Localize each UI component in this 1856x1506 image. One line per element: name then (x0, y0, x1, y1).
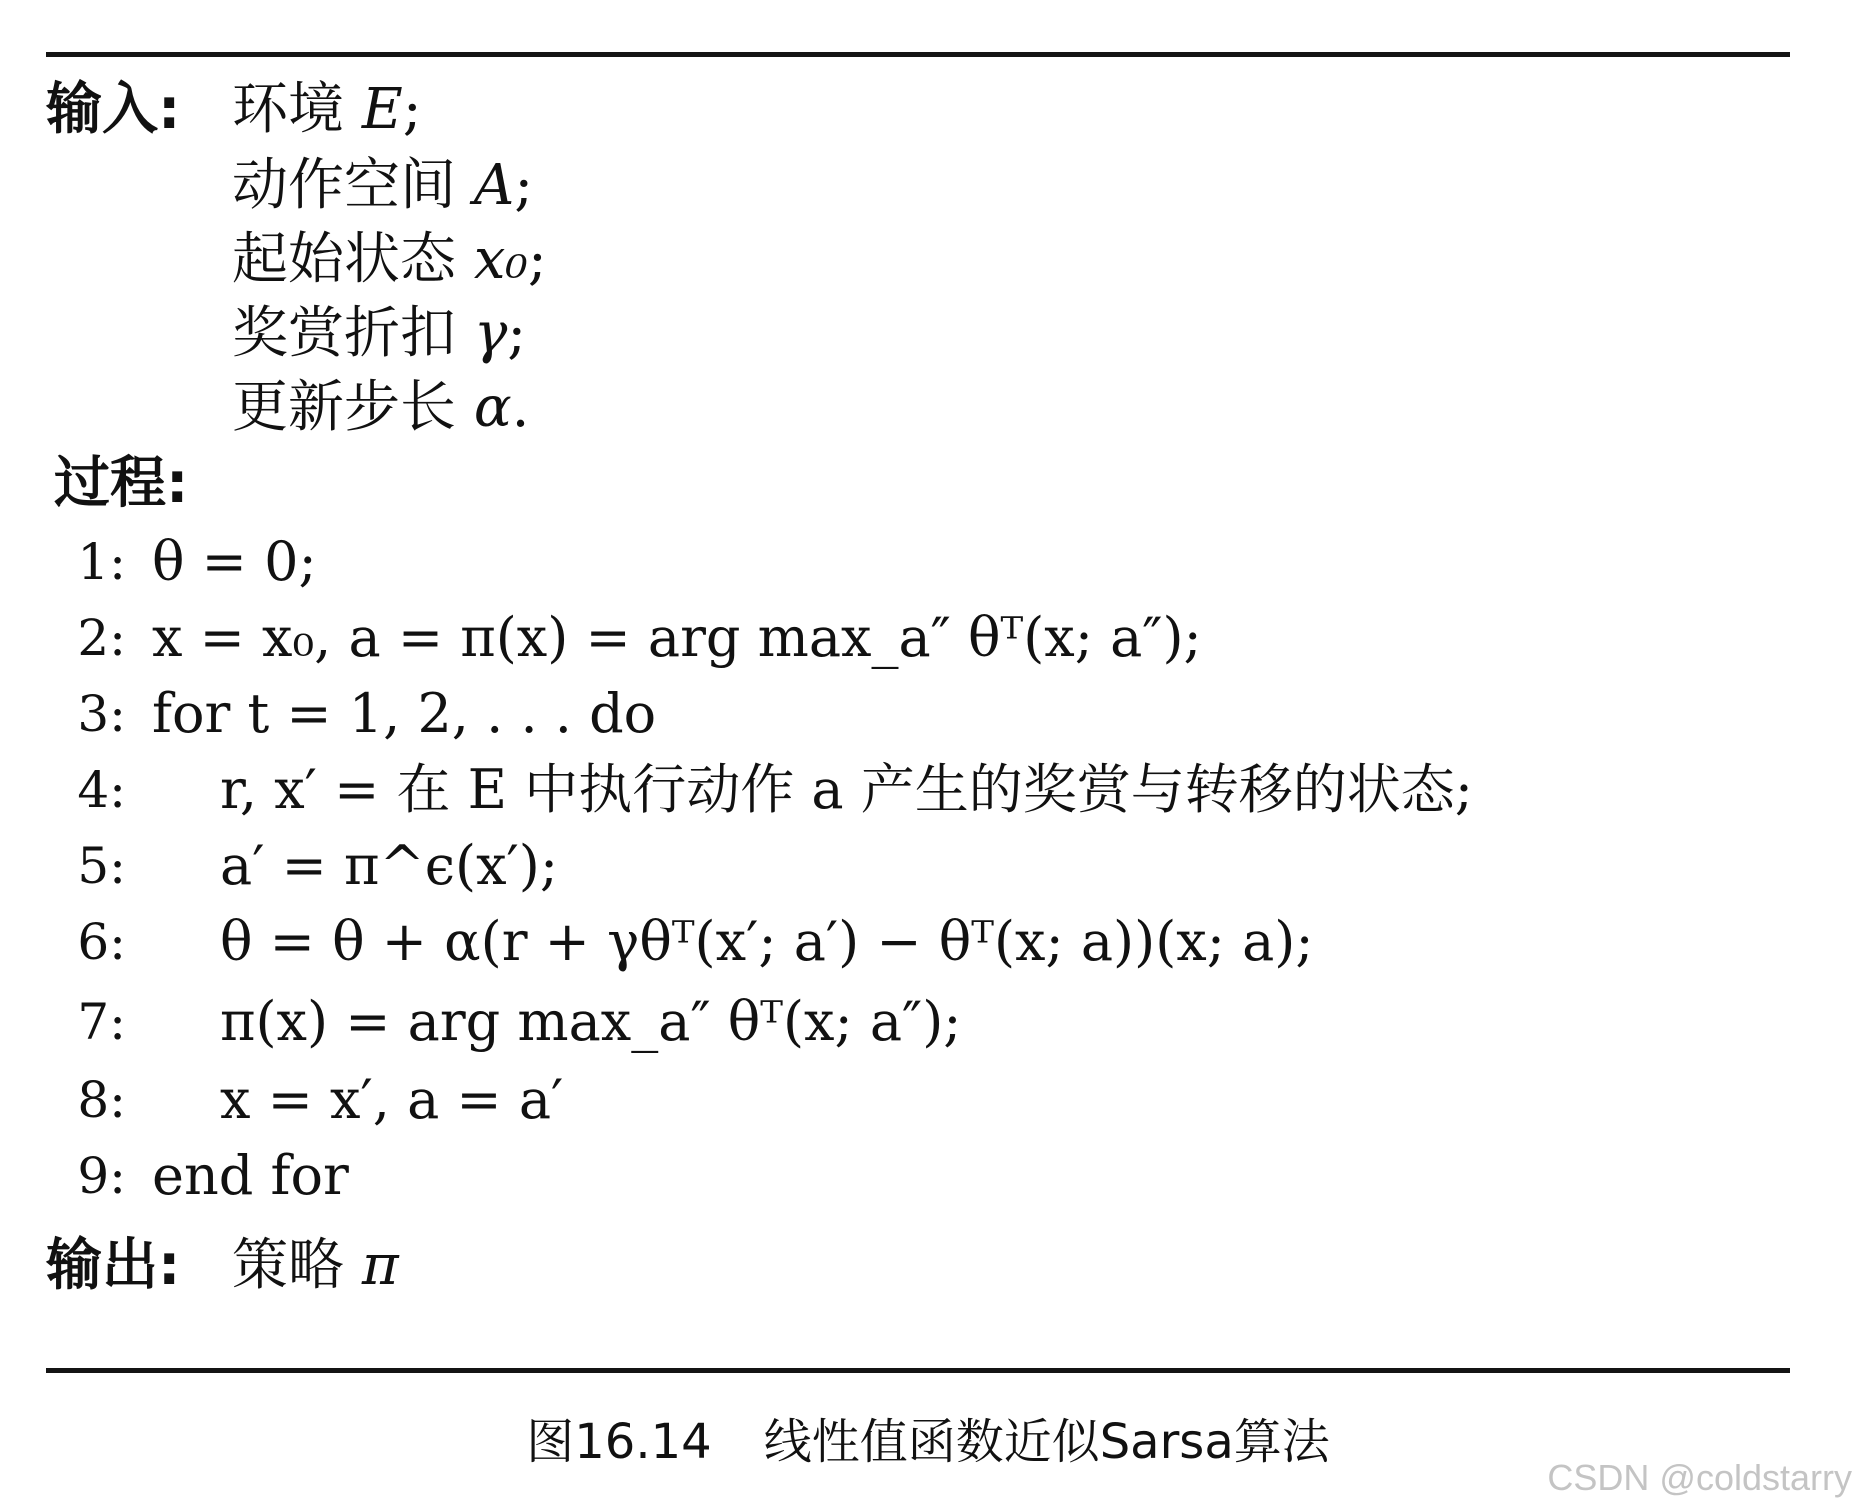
output-item (232, 1234, 399, 1298)
input-item-math: α (473, 375, 512, 440)
step-5-body: a′ = π^ϵ(x′); (220, 834, 559, 897)
input-item-text: 动作空间 (232, 153, 456, 218)
step-number: 4: (77, 761, 126, 819)
step-9-body: end for (152, 1144, 349, 1207)
step-number: 5: (77, 837, 126, 895)
input-item-end: . (511, 375, 530, 440)
input-item-text: 奖赏折扣 (232, 301, 456, 366)
caption-title: 线性值函数近似Sarsa算法 (763, 1414, 1330, 1470)
step-number: 7: (77, 993, 126, 1051)
step-1-body: θ = 0; (152, 530, 317, 593)
input-item-text: 环境 (232, 77, 344, 142)
step-number: 9: (77, 1147, 126, 1205)
input-item-end: ; (527, 227, 547, 292)
input-label: 输入: (46, 77, 181, 142)
bottom-rule (46, 1368, 1790, 1373)
output-text: 策略 (232, 1233, 344, 1298)
step-2-body: x = x₀, a = π(x) = arg max_a″ θᵀ(x; a″); (152, 606, 1202, 669)
input-item-environment (232, 78, 422, 142)
input-item-start-state (232, 228, 547, 292)
input-item-math: E (361, 77, 403, 142)
input-item-discount (232, 302, 526, 366)
step-3-body: for t = 1, 2, . . . do (152, 682, 657, 745)
step-number: 8: (77, 1071, 126, 1129)
input-item-end: ; (507, 301, 527, 366)
top-rule (46, 52, 1790, 57)
input-item-text: 起始状态 (232, 227, 456, 292)
step-number: 6: (77, 913, 126, 971)
output-math: π (361, 1233, 399, 1298)
step-6-body: θ = θ + α(r + γθᵀ(x′; a′) − θᵀ(x; a))(x; a); (220, 910, 1314, 973)
step-number: 2: (77, 609, 126, 667)
input-item-action-space (232, 154, 533, 218)
input-item-math: γ (473, 301, 508, 366)
input-item-end: ; (402, 77, 422, 142)
step-8-body: x = x′, a = a′ (220, 1068, 564, 1131)
watermark: CSDN @coldstarry (1547, 1457, 1852, 1498)
input-item-math: x₀ (473, 227, 528, 292)
input-item-text: 更新步长 (232, 375, 456, 440)
step-number: 3: (77, 685, 126, 743)
step-number: 1: (77, 533, 126, 591)
output-label: 输出: (46, 1233, 181, 1298)
input-item-end: ; (514, 153, 534, 218)
process-label: 过程: (54, 451, 189, 516)
input-item-math: A (473, 153, 515, 218)
step-4-body: r, x′ = 在 E 中执行动作 a 产生的奖赏与转移的状态; (220, 758, 1473, 821)
caption-figure-number: 图16.14 (526, 1414, 712, 1470)
step-7-body: π(x) = arg max_a″ θᵀ(x; a″); (220, 990, 962, 1053)
input-item-step-size (232, 376, 529, 440)
